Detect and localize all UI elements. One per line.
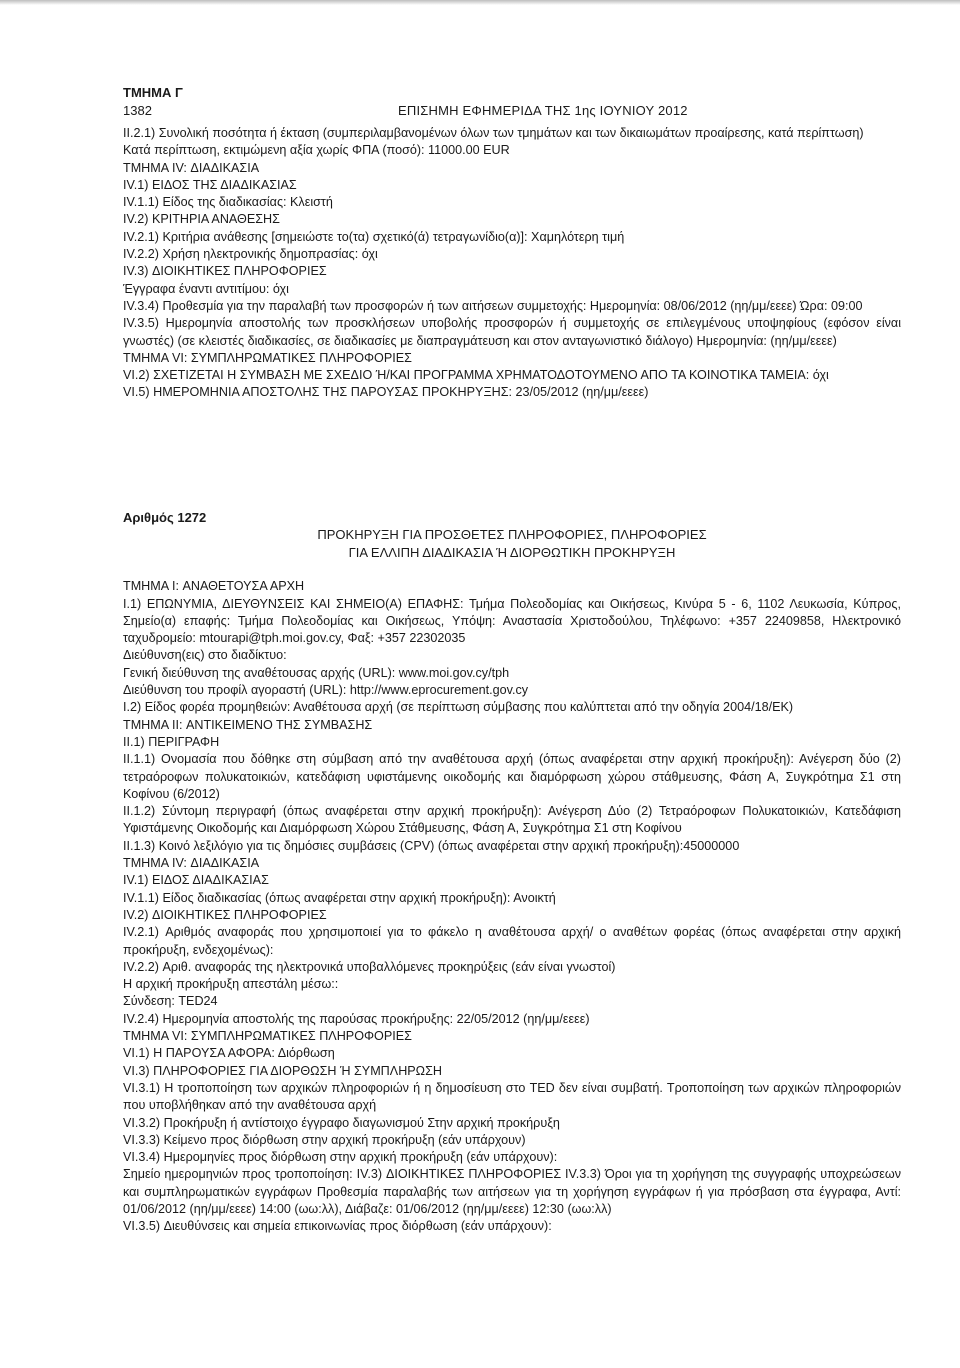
text-line: Έγγραφα έναντι αντιτίμου: όχι — [123, 281, 289, 296]
section-label: ΤΜΗΜΑ Γ — [123, 85, 183, 100]
notice-1272 — [123, 509, 901, 1236]
gazette-title: ΕΠΙΣΗΜΗ ΕΦΗΜΕΡΙΔΑ ΤΗΣ 1ης ΙΟΥΝΙΟΥ 2012 — [398, 103, 688, 118]
page-number: 1382 — [123, 103, 152, 118]
text-line: Κατά περίπτωση, εκτιμώμενη αξία χωρίς ΦΠΑ (ποσό): 11000.00 EUR — [123, 143, 510, 158]
text-line: ΤΜΗΜΑ II: ΑΝΤΙΚΕΙΜΕΝΟ ΤΗΣ ΣΥΜΒΑΣΗΣ — [123, 717, 373, 732]
text-line: IV.1.1) Είδος της διαδικασίας: Κλειστή — [123, 195, 333, 210]
text-line: IV.2.2) Αριθ. αναφοράς της ηλεκτρονικά υποβαλλόμενες προκηρύξεις (εάν είναι γνωστοί) — [123, 959, 616, 974]
text-line: ΤΜΗΜΑ I: ΑΝΑΘΕΤΟΥΣΑ ΑΡΧΗ — [123, 579, 305, 594]
text-line: II.1.3) Κοινό λεξιλόγιο για τις δημόσιες συμβάσεις (CPV) (όπως αναφέρεται στην αρχική προκήρυξη):45000000 — [123, 838, 740, 853]
text-line: Διεύθυνση του προφίλ αγοραστή (URL): http://www.eprocurement.gov.cy — [123, 683, 529, 698]
notice-heading-line1: ΠΡΟΚΗΡΥΞΗ ΓΙΑ ΠΡΟΣΘΕΤΕΣ ΠΛΗΡΟΦΟΡΙΕΣ, ΠΛΗΡΟΦΟΡΙΕΣ — [317, 527, 707, 543]
previous-notice-tail — [123, 125, 901, 402]
text-line: IV.2.2) Χρήση ηλεκτρονικής δημοπρασίας: όχι — [123, 247, 378, 262]
text-line: ΤΜΗΜΑ VI: ΣΥΜΠΛΗΡΩΜΑΤΙΚΕΣ ΠΛΗΡΟΦΟΡΙΕΣ — [123, 1029, 412, 1044]
text-line: IV.2.1) Αριθμός αναφοράς που χρησιμοποιεί για το φάκελο η αναθέτουσα αρχή/ ο αναθέτων φορέας (όπως αναφέρεται στην αρχική προκήρυξη, ενδεχομένως): — [123, 925, 901, 957]
text-line: VI.3.3) Κείμενο προς διόρθωση στην αρχική προκήρυξη (εάν υπάρχουν) — [123, 1132, 526, 1147]
text-line: VI.3.5) Διευθύνσεις και σημεία επικοινωνίας προς διόρθωση (εάν υπάρχουν): — [123, 1219, 552, 1234]
text-line: IV.3.4) Προθεσμία για την παραλαβή των προσφορών ή των αιτήσεων συμμετοχής: Ημερομηνία: 08/06/2012 (ηη/μμ/εεεε) Ώρα: 09:00 — [123, 298, 863, 313]
text-line: ΤΜΗΜΑ IV: ΔΙΑΔΙΚΑΣΙΑ — [123, 160, 260, 175]
notice-heading-line2: ΓΙΑ ΕΛΛΙΠΗ ΔΙΑΔΙΚΑΣΙΑ Ή ΔΙΟΡΘΩΤΙΚΗ ΠΡΟΚΗΡΥΞΗ — [348, 545, 676, 561]
text-line: ΤΜΗΜΑ VI: ΣΥΜΠΛΗΡΩΜΑΤΙΚΕΣ ΠΛΗΡΟΦΟΡΙΕΣ — [123, 350, 412, 365]
text-line: IV.1) ΕΙΔΟΣ ΤΗΣ ΔΙΑΔΙΚΑΣΙΑΣ — [123, 177, 297, 192]
text-line: IV.1.1) Είδος διαδικασίας (όπως αναφέρεται στην αρχική προκήρυξη): Ανοικτή — [123, 890, 556, 905]
text-line: I.1) ΕΠΩΝΥΜΙΑ, ΔΙΕΥΘΥΝΣΕΙΣ ΚΑΙ ΣΗΜΕΙΟ(Α) ΕΠΑΦΗΣ: Τμήμα Πολεοδομίας και Οικήσεως, Κινύρα 5 - 6, 1102 Λευκωσία, Κύπρος, Σημείο(α) επαφής: Τμήμα Πολεοδομίας και Οικήσεως, Υπόψη: Αναστασία Χριστοδούλου, Τηλέφωνο: +357 22409858, Ηλεκτρονικό ταχυδρομείο: mtourapi@tph.moi.gov.cy, Φαξ: +357 22302035 — [123, 596, 901, 646]
notice-number: Αριθμός 1272 — [123, 510, 207, 525]
text-line: IV.3) ΔΙΟΙΚΗΤΙΚΕΣ ΠΛΗΡΟΦΟΡΙΕΣ — [123, 264, 327, 279]
text-line: VI.3.1) Η τροποποίηση των αρχικών πληροφοριών ή η δημοσίευση στο TED δεν είναι συμβατή. Τροποποίηση των αρχικών πληροφοριών που υποβλήθηκαν από την αναθέτουσα αρχή — [123, 1080, 901, 1113]
text-line: VI.3) ΠΛΗΡΟΦΟΡΙΕΣ ΓΙΑ ΔΙΟΡΘΩΣΗ Ή ΣΥΜΠΛΗΡΩΣΗ — [123, 1063, 442, 1078]
text-line: VI.5) ΗΜΕΡΟΜΗΝΙΑ ΑΠΟΣΤΟΛΗΣ ΤΗΣ ΠΑΡΟΥΣΑΣ ΠΡΟΚΗΡΥΞΗΣ: 23/05/2012 (ηη/μμ/εεεε) — [123, 385, 649, 400]
text-line: IV.2) ΔΙΟΙΚΗΤΙΚΕΣ ΠΛΗΡΟΦΟΡΙΕΣ — [123, 907, 327, 922]
text-line: IV.2.1) Κριτήρια ανάθεσης [σημειώστε το(τα) σχετικό(ά) τετραγωνίδιο(α)]: Χαμηλότερη τιμή — [123, 229, 625, 244]
text-line: IV.2.4) Ημερομηνία αποστολής της παρούσας προκήρυξης: 22/05/2012 (ηη/μμ/εεεε) — [123, 1011, 590, 1026]
text-line: Η αρχική προκήρυξη απεστάλη μέσω:: — [123, 977, 339, 992]
text-line: VI.2) ΣΧΕΤΙΖΕΤΑΙ Η ΣΥΜΒΑΣΗ ΜΕ ΣΧΕΔΙΟ Ή/ΚΑΙ ΠΡΟΓΡΑΜΜΑ ΧΡΗΜΑΤΟΔΟΤΟΥΜΕΝΟ ΑΠΟ ΤΑ ΚΟΙΝΟΤΙΚΑ ΤΑΜΕΙΑ: όχι — [123, 368, 829, 383]
text-line: II.1.2) Σύντομη περιγραφή (όπως αναφέρεται στην αρχική προκήρυξη): Ανέγερση Δύο (2) Τετραόροφων Πολυκατοικιών, Κατεδάφιση Υφιστάμενης Οικοδομής και Διαμόρφωση Χώρου Στάθμευσης, Φάση Α, Συγκρότημα Σ1 στη Κοφίνου — [123, 804, 901, 836]
notice-body — [123, 578, 901, 1235]
text-line: IV.1) ΕΙΔΟΣ ΔΙΑΔΙΚΑΣΙΑΣ — [123, 873, 269, 888]
text-line: IV.3.5) Ημερομηνία αποστολής των προσκλήσεων υποβολής προσφορών ή συμμετοχής σε επιλεγμένους υποψηφίους (εφόσον είναι γνωστές) (σε κλειστές διαδικασίες, σε διαδικασίες με διαπραγμάτευση και στον ανταγωνιστικό διάλογο) Ημερομηνία: (ηη/μμ/εεεε) — [123, 316, 901, 348]
text-line: Σημείο ημερομηνιών προς τροποποίηση: IV.3) ΔΙΟΙΚΗΤΙΚΕΣ ΠΛΗΡΟΦΟΡΙΕΣ IV.3.3) Όροι για τη χορήγηση της συγγραφής υποχρεώσεων και συμπληρωματικών εγγράφων Προθεσμία παραλαβής των αιτήσεων για τη χορήγηση εγγράφων ή για πρόσβαση στα έγγραφα, Αντί: 01/06/2012 (ηη/μμ/εεεε) 14:00 (ωω:λλ), Διάβαζε: 01/06/2012 (ηη/μμ/εεεε) 12:30 (ωω:λλ) — [123, 1167, 901, 1216]
text-line: VI.3.2) Προκήρυξη ή αντίστοιχο έγγραφο διαγωνισμού Στην αρχική προκήρυξη — [123, 1115, 560, 1130]
text-line: II.1.1) Ονομασία που δόθηκε στη σύμβαση από την αναθέτουσα αρχή (όπως αναφέρεται στην αρχική προκήρυξη): Ανέγερση δύο (2) τετραόροφων πολυκατοικιών, κατεδάφιση υφιστάμενης οικοδομής και διαμόρφωση χώρου στάθμευσης, Φάση Α, Συγκρότημα Σ1 στη Κοφίνου (6/2012) — [123, 752, 901, 801]
text-line: II.2.1) Συνολική ποσότητα ή έκταση (συμπεριλαμβανομένων όλων των τμημάτων και των δικαιωμάτων προαίρεσης, κατά περίπτωση) — [123, 126, 864, 140]
text-line: ΤΜΗΜΑ IV: ΔΙΑΔΙΚΑΣΙΑ — [123, 856, 260, 871]
text-line: I.2) Είδος φορέα προμηθειών: Αναθέτουσα αρχή (σε περίπτωση σύμβασης που καλύπτεται από την οδηγία 2004/18/ΕΚ) — [123, 700, 794, 715]
text-line: IV.2) ΚΡΙΤΗΡΙΑ ΑΝΑΘΕΣΗΣ — [123, 212, 280, 227]
text-line: Διεύθυνση(εις) στο διαδίκτυο: — [123, 648, 287, 663]
text-line: II.1) ΠΕΡΙΓΡΑΦΗ — [123, 734, 220, 749]
text-line: VI.3.4) Ημερομηνίες προς διόρθωση στην αρχική προκήρυξη (εάν υπάρχουν): — [123, 1150, 558, 1165]
text-line: Γενική διεύθυνση της αναθέτουσας αρχής (URL): www.moi.gov.cy/tph — [123, 665, 510, 680]
scan-edge — [0, 0, 960, 5]
text-line: Σύνδεση: TED24 — [123, 994, 218, 1009]
text-line: VI.1) Η ΠΑΡΟΥΣΑ ΑΦΟΡΑ: Διόρθωση — [123, 1046, 335, 1061]
